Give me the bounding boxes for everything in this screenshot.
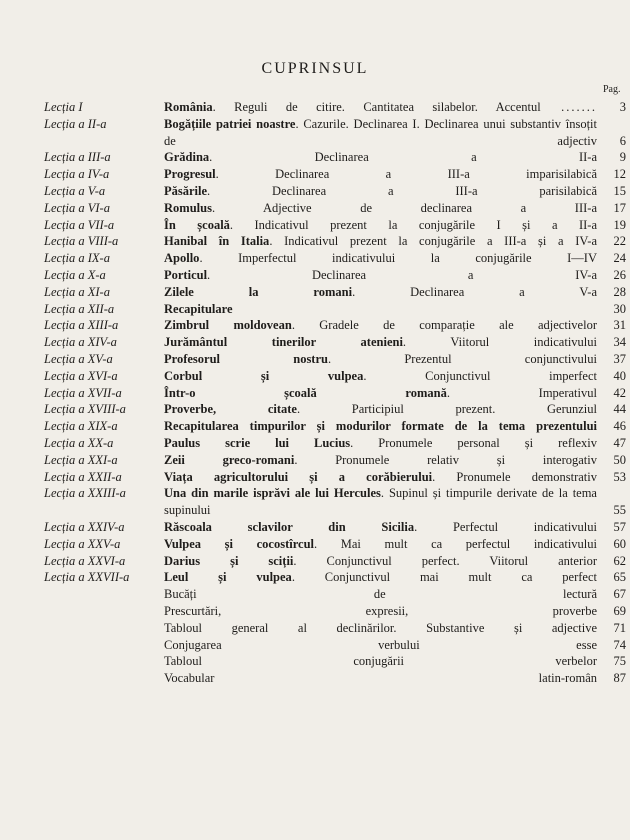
page-number: 50 [613, 452, 626, 467]
entry-text [164, 519, 597, 536]
lesson-topics: . Declinarea a IV-a [207, 267, 597, 282]
lesson-topics: . Conjunctivul perfect. Viitorul anterior [293, 553, 597, 568]
lesson-number: Lecția a VI-a [44, 200, 110, 215]
page-number: 22 [613, 234, 626, 249]
lesson-title: Corbul și vulpea [164, 368, 364, 383]
lesson-number: Lecția a XXIII-a [44, 486, 126, 501]
entry-text [164, 569, 597, 586]
toc-entry [0, 200, 630, 217]
entry-text [164, 166, 597, 183]
lesson-title: Jurământul tinerilor atenieni [164, 335, 403, 350]
lesson-topics: . Conjunctivul imperfect [363, 368, 598, 383]
entry-text [164, 149, 597, 166]
page-number: 24 [613, 251, 626, 266]
lesson-topics: . Gradele de comparație ale adjectivelor [291, 318, 597, 333]
page-number: 75 [613, 654, 626, 669]
toc-entry [0, 233, 630, 250]
lesson-topics: . Reguli de citire. Cantitatea silabelor. Accentul [212, 100, 541, 114]
entry-text [164, 452, 597, 469]
page-number: 6 [619, 133, 626, 148]
lesson-number: Lecția a II-a [44, 116, 107, 131]
toc-entry [0, 603, 630, 620]
toc-entry [0, 485, 630, 519]
page-number: 47 [613, 435, 626, 450]
page-number: 9 [619, 150, 626, 165]
lesson-title: România [164, 100, 213, 114]
entry-text [164, 200, 597, 217]
lesson-number: Lecția a XX-a [44, 435, 114, 450]
entry-text [164, 284, 597, 301]
toc-entry [0, 653, 630, 670]
lesson-topics: . Conjunctivul mai mult ca perfect [291, 570, 597, 585]
lesson-number: Lecția a VIII-a [44, 234, 119, 249]
entry-text [164, 217, 597, 234]
lesson-number: Lecția a III-a [44, 150, 111, 165]
page-number: 57 [613, 519, 626, 534]
entry-text [164, 183, 597, 200]
lesson-topics: . Imperativul [446, 385, 597, 400]
toc-entry [0, 401, 630, 418]
lesson-topics: Tabloul general al declinărilor. Substantive și adjective [164, 620, 597, 635]
entry-text [164, 267, 597, 284]
entry-text [164, 317, 597, 334]
lesson-title: În școală [164, 217, 230, 232]
lesson-number: Lecția a XI-a [44, 284, 110, 299]
lesson-title: Progresul [164, 167, 216, 182]
lesson-topics: . Viitorul indicativului [402, 335, 597, 350]
lesson-topics: . Imperfectul indicativului la conjugările I—IV [199, 251, 597, 266]
entry-text [164, 620, 597, 637]
entry-text [164, 418, 597, 435]
toc-entry [0, 536, 630, 553]
toc-entry [0, 334, 630, 351]
lesson-title: Una din marile isprăvi ale lui Hercules [164, 486, 381, 501]
page-number: 28 [613, 284, 626, 299]
lesson-number: Lecția a XVII-a [44, 385, 122, 400]
toc-entry [0, 267, 630, 284]
lesson-number: Lecția a XXVI-a [44, 553, 126, 568]
page-number: 42 [613, 385, 626, 400]
page-number: 19 [613, 217, 626, 232]
lesson-title: Hanibal în Italia [164, 234, 270, 249]
entry-text [164, 670, 597, 687]
page-number: 65 [613, 570, 626, 585]
page-number: 53 [613, 469, 626, 484]
entry-text [164, 586, 597, 603]
lesson-topics: Bucăți de lectură [164, 587, 597, 602]
toc-entry [0, 317, 630, 334]
lesson-topics: . Supinul și timpurile derivate de la tema supinului [164, 486, 597, 518]
lesson-number: Lecția a X-a [44, 267, 106, 282]
lesson-topics: . Pronumele demonstrativ [432, 469, 597, 484]
leader-dots: ....... [540, 100, 598, 114]
lesson-topics: Conjugarea verbului esse [164, 637, 597, 652]
page-number: 74 [613, 637, 626, 652]
entry-text [164, 553, 597, 570]
lesson-number: Lecția I [44, 100, 83, 114]
lesson-topics: . Pronumele personal și reflexiv [350, 435, 597, 450]
page-number: 34 [613, 335, 626, 350]
lesson-topics: Vocabular latin-român [164, 671, 597, 686]
lesson-title: Paulus scrie lui Lucius [164, 435, 351, 450]
entry-text [164, 385, 597, 402]
lesson-topics: . Declinarea a II-a [209, 150, 597, 165]
page-number: 3 [619, 100, 626, 114]
table-of-contents [0, 99, 630, 687]
entry-text [164, 485, 597, 519]
toc-entry [0, 301, 630, 318]
toc-entry [0, 469, 630, 486]
toc-entry [0, 284, 630, 301]
lesson-title: Grădina [164, 150, 210, 165]
entry-text [164, 637, 597, 654]
entry-text [164, 368, 597, 385]
toc-entry [0, 553, 630, 570]
lesson-title: Apollo [164, 251, 200, 266]
lesson-number: Lecția a XVI-a [44, 368, 118, 383]
lesson-title: Zeii greco-romani [164, 452, 295, 467]
lesson-title: Bogățiile patriei noastre [164, 116, 296, 131]
lesson-topics: Tabloul conjugării verbelor [164, 654, 597, 669]
lesson-title: Leul și vulpea [164, 570, 292, 585]
lesson-number: Lecția a XXV-a [44, 536, 121, 551]
toc-entry [0, 435, 630, 452]
page-number: 12 [613, 167, 626, 182]
lesson-number: Lecția a V-a [44, 183, 106, 198]
toc-entry [0, 166, 630, 183]
toc-entry [0, 116, 630, 150]
lesson-topics: . Pronumele relativ și interogativ [294, 452, 597, 467]
toc-entry [0, 620, 630, 637]
page-number: 31 [613, 318, 626, 333]
lesson-title: Proverbe, citate [164, 402, 297, 417]
lesson-number: Lecția a VII-a [44, 217, 115, 232]
lesson-number: Lecția a XV-a [44, 351, 113, 366]
lesson-topics: . Cazurile. Declinarea I. Declinarea unui substantiv însoțit de adjectiv [164, 116, 597, 148]
entry-text [164, 334, 597, 351]
lesson-title: Viața agricultorului și a corăbierului [164, 469, 433, 484]
lesson-title: Răscoala sclavilor din Sicilia [164, 519, 415, 534]
lesson-number: Lecția a XIII-a [44, 318, 119, 333]
page-number: 71 [613, 620, 626, 635]
toc-entry [0, 183, 630, 200]
page-number: 67 [613, 587, 626, 602]
toc-entry [0, 670, 630, 687]
entry-text [164, 250, 597, 267]
lesson-topics: . Participiul prezent. Gerunziul [296, 402, 597, 417]
lesson-title: Zimbrul moldovean [164, 318, 292, 333]
page-number: 37 [613, 351, 626, 366]
toc-entry [0, 637, 630, 654]
lesson-number: Lecția a XVIII-a [44, 402, 126, 417]
toc-entry [0, 250, 630, 267]
toc-entry [0, 351, 630, 368]
page-number: 55 [613, 503, 626, 518]
entry-text [164, 351, 597, 368]
lesson-topics: . Perfectul indicativului [414, 519, 597, 534]
lesson-title: Romulus [164, 200, 212, 215]
page-number: 46 [613, 419, 626, 434]
page-number: 44 [613, 402, 626, 417]
lesson-number: Lecția a XXVII-a [44, 570, 130, 585]
lesson-title: Vulpea și cocostîrcul [164, 536, 315, 551]
lesson-topics: . Declinarea a III-a parisilabică [207, 183, 597, 198]
entry-text [164, 301, 597, 318]
lesson-title: Recapitulare [164, 301, 233, 316]
lesson-topics: . Declinarea a III-a imparisilabică [215, 167, 597, 182]
entry-text [164, 653, 597, 670]
toc-entry [0, 385, 630, 402]
page-number: 40 [613, 368, 626, 383]
lesson-title: Profesorul nostru [164, 351, 328, 366]
toc-entry [0, 217, 630, 234]
lesson-topics: . Prezentul conjunctivului [327, 351, 597, 366]
lesson-title: Recapitularea timpurilor și modurilor formate de la tema prezentului [164, 419, 597, 434]
lesson-topics: . Indicativul prezent la conjugările I și a II-a [229, 217, 598, 232]
entry-text [164, 469, 597, 486]
toc-entry [0, 569, 630, 586]
page-number: 62 [613, 553, 626, 568]
page-number: 60 [613, 536, 626, 551]
lesson-number: Lecția a XXIV-a [44, 519, 125, 534]
entry-text [164, 116, 597, 150]
lesson-title: Păsările [164, 183, 208, 198]
toc-entry [0, 586, 630, 603]
entry-text [164, 99, 597, 116]
page-column-label: Pag. [603, 84, 621, 95]
lesson-number: Lecția a XXII-a [44, 469, 122, 484]
toc-entry [0, 418, 630, 435]
lesson-topics: . Adjective de declinarea a III-a [211, 200, 597, 215]
toc-entry [0, 99, 630, 116]
page-number: 26 [613, 267, 626, 282]
toc-entry [0, 452, 630, 469]
lesson-title: Zilele la romani [164, 284, 353, 299]
lesson-topics: . Mai mult ca perfectul indicativului [314, 536, 597, 551]
page-number: 17 [613, 200, 626, 215]
entry-text [164, 536, 597, 553]
lesson-number: Lecția a IV-a [44, 167, 110, 182]
lesson-number: Lecția a XIV-a [44, 335, 117, 350]
page-number: 30 [613, 301, 626, 316]
page-number: 69 [613, 603, 626, 618]
entry-text [164, 401, 597, 418]
entry-text [164, 435, 597, 452]
lesson-number: Lecția a XXI-a [44, 452, 118, 467]
lesson-number: Lecția a IX-a [44, 251, 110, 266]
entry-text [164, 603, 597, 620]
lesson-title: Darius și sciții [164, 553, 294, 568]
lesson-topics: . Declinarea a V-a [352, 284, 597, 299]
page-title: CUPRINSUL [261, 60, 369, 77]
lesson-number: Lecția a XII-a [44, 301, 115, 316]
toc-entry [0, 368, 630, 385]
toc-entry [0, 519, 630, 536]
lesson-number: Lecția a XIX-a [44, 419, 118, 434]
lesson-title: Porticul [164, 267, 208, 282]
entry-text [164, 233, 597, 250]
lesson-topics: Prescurtări, expresii, proverbe [164, 603, 597, 618]
toc-entry [0, 149, 630, 166]
page-number: 87 [613, 671, 626, 686]
lesson-title: Într-o școală romană [164, 385, 447, 400]
page-number: 15 [613, 183, 626, 198]
lesson-topics: . Indicativul prezent la conjugările a III-a și a IV-a [269, 234, 597, 249]
